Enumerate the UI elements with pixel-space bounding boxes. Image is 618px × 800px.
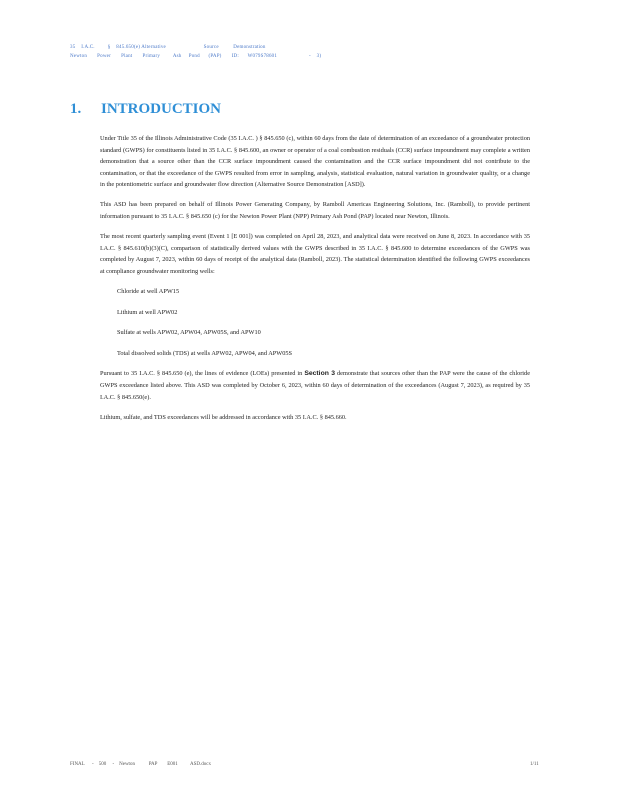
bullet-icon bbox=[100, 286, 117, 298]
section-title: INTRODUCTION bbox=[101, 101, 222, 117]
running-header-line2: Newton Power Plant Primary Ash Pond (PAP) ID: W079S78601 - 3) bbox=[70, 54, 322, 59]
section-heading bbox=[70, 101, 221, 118]
paragraph-other-exceedances: Lithium, sulfate, and TDS exceedances will be addressed in accordance with 35 I.A.C. § 845.660. bbox=[100, 413, 347, 421]
paragraph-sampling-event: The most recent quarterly sampling event (Event 1 [E 001]) was completed on April 28, 2023, and analytical data were received on June 8, 2023. In accordance with 35 I.A.C. § 845.610(b)(3)(C), comparison of statistically derived values with the GWPS described in 35 I.A.C. § 845.600 to determine exceedances of the GWPS was completed by August 7, 2023, within 60 days of receipt of the analytical data (Ramboll, 2023). The statistical determination identified the following GWPS exceedances at compliance groundwater monitoring wells: bbox=[100, 233, 530, 275]
list-item bbox=[100, 307, 530, 319]
list-item-text: Sulfate at wells APW02, APW04, APW05S, and APW10 bbox=[117, 329, 261, 337]
list-item-text: Chloride at well APW15 bbox=[117, 288, 180, 296]
paragraph-preparer: This ASD has been prepared on behalf of Illinois Power Generating Company, by Ramboll Americas Engineering Solutions, Inc. (Ramboll), to provide pertinent information pursuant to 35 I.A.C. § 845.650 (c) for the Newton Power Plant (NPP) Primary Ash Pond (PAP) located near Newton, Illinois. bbox=[100, 201, 530, 221]
bullet-icon bbox=[100, 327, 117, 339]
body-content bbox=[100, 133, 530, 432]
list-item bbox=[100, 327, 530, 339]
running-header-line1: 35 I.A.C. § 845.650(e) Alternative Source Demonstration bbox=[70, 45, 266, 50]
paragraph-text: Pursuant to 35 I.A.C. § 845.650 (e), the lines of evidence (LOEs) presented in bbox=[100, 370, 305, 378]
section-number: 1. bbox=[70, 101, 82, 117]
footer-filename: FINAL - 500 - Newton PAP E001 ASD.docx bbox=[70, 762, 211, 767]
paragraph-regulatory-basis: Under Title 35 of the Illinois Administrative Code (35 I.A.C. ) § 845.650 (c), within 60 days from the date of determination of an exceedance of a groundwater protection standard (GWPS) for constituents listed in 35 I.A.C. § 845.600, an owner or operator of a coal combustion residuals (CCR) surface impoundment may complete a written demonstration that a source other than the CCR surface impoundment caused the contamination and the CCR surface impoundment did not contribute to the contamination, or that the exceedance of the GWPS resulted from error in sampling, analysis, statistical evaluation, natural variation in groundwater quality, or a change in the potentiometric surface and groundwater flow direction (Alternative Source Demonstration [ASD]). bbox=[100, 135, 530, 189]
list-item bbox=[100, 348, 530, 360]
paragraph-demonstration bbox=[100, 368, 530, 403]
bullet-icon bbox=[100, 307, 117, 319]
footer-page-number: 1/11 bbox=[530, 762, 539, 767]
bullet-icon bbox=[100, 348, 117, 360]
section-reference-link[interactable]: Section 3 bbox=[304, 370, 335, 378]
paragraph-text: demonstrate that sources other than the PAP were the cause of the chloride GWPS exceedance listed above. This ASD was completed by October 6, 2023, within 60 days of determination of the exceedances (August 7, 2023), as required by 35 I.A.C. § 845.650(e). bbox=[100, 370, 531, 401]
list-item bbox=[100, 286, 530, 298]
list-item-text: Lithium at well APW02 bbox=[117, 308, 178, 316]
list-item-text: Total dissolved solids (TDS) at wells APW02, APW04, and APW05S bbox=[117, 349, 292, 357]
